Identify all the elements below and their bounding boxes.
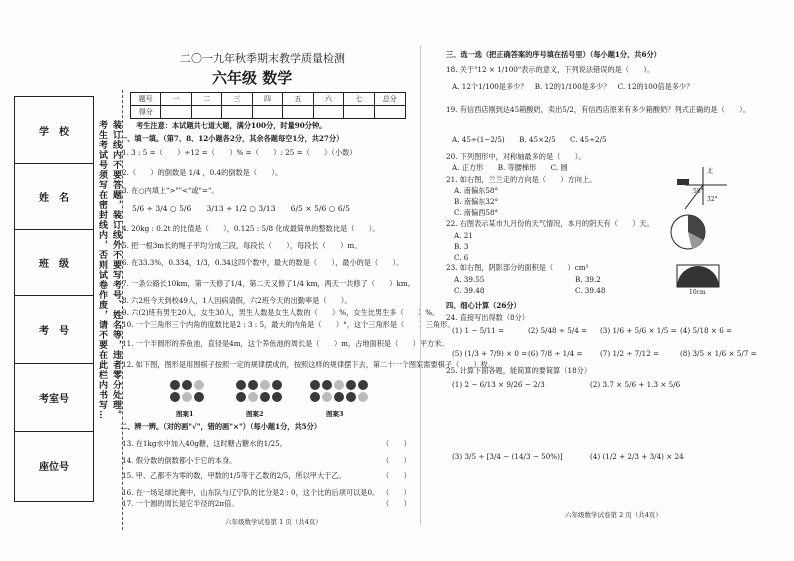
question-8: 8. 六2班今天到校49人，1人因病请假，六2班今天的出勤率是（ ）。 xyxy=(122,296,352,305)
question-13: 13. 在1kg水中加入40g糖，这时糖占糖水的1/25。 xyxy=(122,439,287,448)
question-20: 20. 下列图形中，对称轴最多的是（ ）。 xyxy=(446,152,586,161)
question-1: 1. 3 : 5 =（ ）÷12 =（ ）% =（ ）: 25 =（ ）（小数） xyxy=(122,148,357,157)
shaded-area-figure xyxy=(675,255,723,295)
q22-option-c: C. 6 xyxy=(454,253,469,262)
q23-option-d: C. 39.48 xyxy=(575,286,606,295)
score-header: 题号 xyxy=(131,93,161,106)
question-2: 2.（ ）的倒数是 1/4 ，0.4的倒数是（ ）。 xyxy=(122,168,283,177)
exam-room-label: 考室号 xyxy=(15,363,93,432)
section-2-heading: 二、辨一辨。（对的画"√"，错的画"×"）（每小题1分，共5分） xyxy=(120,422,322,431)
q24-item-1: (1) 1 − 5/11 = xyxy=(452,326,505,335)
q24-item-8: (8) 3/5 × 1/6 × 5/7 = xyxy=(680,349,757,358)
answer-bracket-16[interactable]: （ ） xyxy=(382,488,411,497)
section-3-heading: 三、选一选（把正确答案的序号填在括号里）（每小题1分，共6分） xyxy=(446,50,661,59)
exam-subtitle: 六年级 数学 xyxy=(212,69,293,87)
score-header: 二 xyxy=(192,93,222,106)
score-header: 七 xyxy=(344,93,374,106)
score-cell[interactable] xyxy=(314,106,344,119)
question-11: 11. 一个半圆形的养鱼池，直径是4m，这个养鱼池的周长是（ ）m，占地面积是（ ）平方米。 xyxy=(122,339,449,348)
question-17: 17. 一个圆的周长是它半径的2π倍。 xyxy=(122,499,239,508)
compass-angle-32: 32° xyxy=(707,196,718,203)
answer-bracket-15[interactable]: （ ） xyxy=(382,471,411,480)
exam-title: 二〇一九年秋季期末教学质量检测 xyxy=(180,52,345,65)
page-divider xyxy=(420,45,421,525)
q24-item-4: (4) 5/18 × 6 = xyxy=(680,326,733,335)
score-header: 三 xyxy=(222,93,252,106)
question-15: 15. 甲、乙都不为零的数，甲数的1/5等于乙数的2/5，所以甲大于乙。 xyxy=(122,471,346,480)
score-cell[interactable] xyxy=(344,106,374,119)
q25-item-1: (1) 2 − 6/13 × 9/26 − 2/3 xyxy=(452,380,545,389)
score-cell[interactable] xyxy=(253,106,283,119)
q23-option-b: B. 39.2 xyxy=(575,275,601,284)
question-3: 3. 在○内填上">""<"或"="。 xyxy=(122,186,219,195)
score-header: 四 xyxy=(253,93,283,106)
q24-item-3: (3) 1/6 + 5/6 × 1/5 = xyxy=(600,326,677,335)
section-4-heading: 四、细心计算（26分） xyxy=(446,301,521,310)
answer-bracket-13[interactable]: （ ） xyxy=(382,439,411,448)
binding-warning-2: 装订线内不要答题，装订线外不要写考号、姓名等，违者零分处理。 xyxy=(111,120,121,420)
question-18: 18. 关于"12 × 1/100"表示的意义，下列说法错误的是（ ）。 xyxy=(446,65,655,74)
q21-option-c: C. 南偏西58° xyxy=(454,208,499,217)
pattern-label-3: 图案3 xyxy=(326,410,344,418)
score-header: 五 xyxy=(283,93,313,106)
question-19-options: A. 45÷(1−2/5) B. 45×2/5 C. 45÷2/5 xyxy=(452,135,607,144)
score-cell[interactable] xyxy=(222,106,252,119)
question-18-options: A. 12个1/100是多少？ B. 12的1/100是多少？ C. 12的100倍是多少？ xyxy=(452,82,694,91)
compass-north: 北 xyxy=(707,168,714,175)
score-header: 总分 xyxy=(375,93,405,106)
question-16: 16. 在一场足球比赛中，山东队与辽宁队的比分是2 : 0，这个比的后项可以是0。 xyxy=(122,488,380,497)
question-20-options: A. 正方形 B. 等腰梯形 C. 圆 xyxy=(452,163,568,172)
question-4: 4. 20kg : 0.2t 的比值是（ ），0.125 : 5/8 化成最简单的整数比是（ ）。 xyxy=(122,224,380,233)
score-cell[interactable] xyxy=(161,106,191,119)
seat-number-label: 座位号 xyxy=(39,462,69,473)
q25-item-2: (2) 3.7 × 5/6 + 1.3 × 5/6 xyxy=(590,380,681,389)
footer-page-2: 六年级数学试卷第 2 页（共4页） xyxy=(565,511,662,519)
question-24: 24. 直接写出得数（8分） xyxy=(446,313,529,322)
pattern-label-1: 图案1 xyxy=(176,410,194,418)
question-21: 21. 如右图，兰兰走的方向是（ ）方向上。 xyxy=(446,175,597,184)
answer-bracket-17[interactable]: （ ） xyxy=(382,499,411,508)
class-label: 班 级 xyxy=(15,229,93,296)
q21-option-b: B. 南偏东32° xyxy=(454,197,499,206)
question-19: 19. 有信西店刚到达45箱酸奶，卖出5/2，有信西店原来有多少箱酸奶？列式正确的是（ ）。 xyxy=(446,105,750,114)
notice: 考生注意：本试题共七道大题，满分100分，时量90分钟。 xyxy=(136,121,327,130)
weather-pie xyxy=(668,212,708,252)
question-23: 23. 如右图，阴影部分的面积是（ ）cm² xyxy=(446,263,589,272)
q24-item-6: (6) 7/8 ÷ 1/4 = xyxy=(528,349,583,358)
question-22: 22. 右图表示某市九月份的天气情况，本月的阴天有（ ）天。 xyxy=(446,219,654,228)
q23-option-c: C. 39.48 xyxy=(454,286,485,295)
q24-item-2: (2) 5/48 ÷ 5/4 = xyxy=(528,326,588,335)
question-7: 7. 一条公路长10km，第一天修了1/4，第二天又修了1/4 km，两天一共修了（ ）km。 xyxy=(122,279,415,288)
question-6: 6. 在33.3%，0.334，1/3，0.34这四个数中，最大的数是（ ），最小的是（ ）。 xyxy=(122,258,404,267)
stone-pattern-figure xyxy=(170,380,370,422)
q22-option-a: A. 21 xyxy=(454,231,473,240)
score-cell[interactable] xyxy=(283,106,313,119)
binding-warning-1: 考生考试号须写在密封线内，否则试卷作废，请不要在此栏内书写… xyxy=(97,120,107,420)
question-25: 25. 计算下面各题，能简算的要简算（18分） xyxy=(446,366,592,375)
q23-option-a: A. 39.55 xyxy=(454,275,485,284)
q24-item-5: (5) (1/3 + 7/9) × 0 = xyxy=(452,349,528,358)
score-cell[interactable] xyxy=(192,106,222,119)
school-label: 学 校 xyxy=(15,97,93,164)
question-5: 5. 把一根3m长的绳子平均分成三段，每段长（ ），每段长（ ）m。 xyxy=(122,241,362,250)
q24-item-7: (7) 1/2 ÷ 7/12 = xyxy=(600,349,660,358)
question-14: 14. 假分数的倒数都小于它的本身。 xyxy=(122,456,237,465)
answer-bracket-14[interactable]: （ ） xyxy=(382,456,411,465)
exam-number-label: 考 号 xyxy=(15,295,93,364)
question-12: 12. 如下图，图形是用围棋子按照一定的规律摆成的，按照这样的规律摆下去，第二十一个图案需要棋子（ ）枚。 xyxy=(122,360,496,369)
section-1-heading: 一、填一填。（第7、8、12小题各2分，其余各题每空1分，共27分） xyxy=(120,134,344,143)
name-label: 姓 名 xyxy=(15,163,93,230)
pattern-label-2: 图案2 xyxy=(246,410,264,418)
question-9: 9. 六(2)班有男生20人，女生30人，男生人数是女生人数的（ ）%，女生比男生多（ ）%。 xyxy=(122,308,440,317)
q25-item-3: (3) 3/5 ÷ [3/4 − (14/3 − 50%)] xyxy=(452,452,563,461)
compass-diagram xyxy=(655,165,730,215)
q21-option-a: A. 南偏东58° xyxy=(454,186,499,195)
score-header: 六 xyxy=(314,93,344,106)
score-table xyxy=(130,92,406,119)
question-10: 10. 一个三角形三个内角的度数比是2 : 3 : 5，最大的内角是（ ）°，这个三角形是（ ）三角形。 xyxy=(122,320,455,329)
score-cell[interactable] xyxy=(375,106,405,119)
q25-item-4: (4) (1/2 + 2/3 + 3/4) × 24 xyxy=(590,452,684,461)
question-3-items: 5/6 ÷ 3/4 ○ 5/6 3/13 ÷ 1/2 ○ 3/13 6/5 × 5/6 ○ 6/5 xyxy=(132,204,350,213)
q22-option-b: B. 3 xyxy=(454,242,469,251)
binding-info-box xyxy=(14,96,94,502)
score-header: 一 xyxy=(161,93,191,106)
figure-length-label: 10cm xyxy=(689,289,706,295)
footer-page-1: 六年级数学试卷第 1 页（共4页） xyxy=(225,518,322,526)
compass-angle-58: 58° xyxy=(693,188,704,195)
score-row-label: 得分 xyxy=(131,106,161,119)
